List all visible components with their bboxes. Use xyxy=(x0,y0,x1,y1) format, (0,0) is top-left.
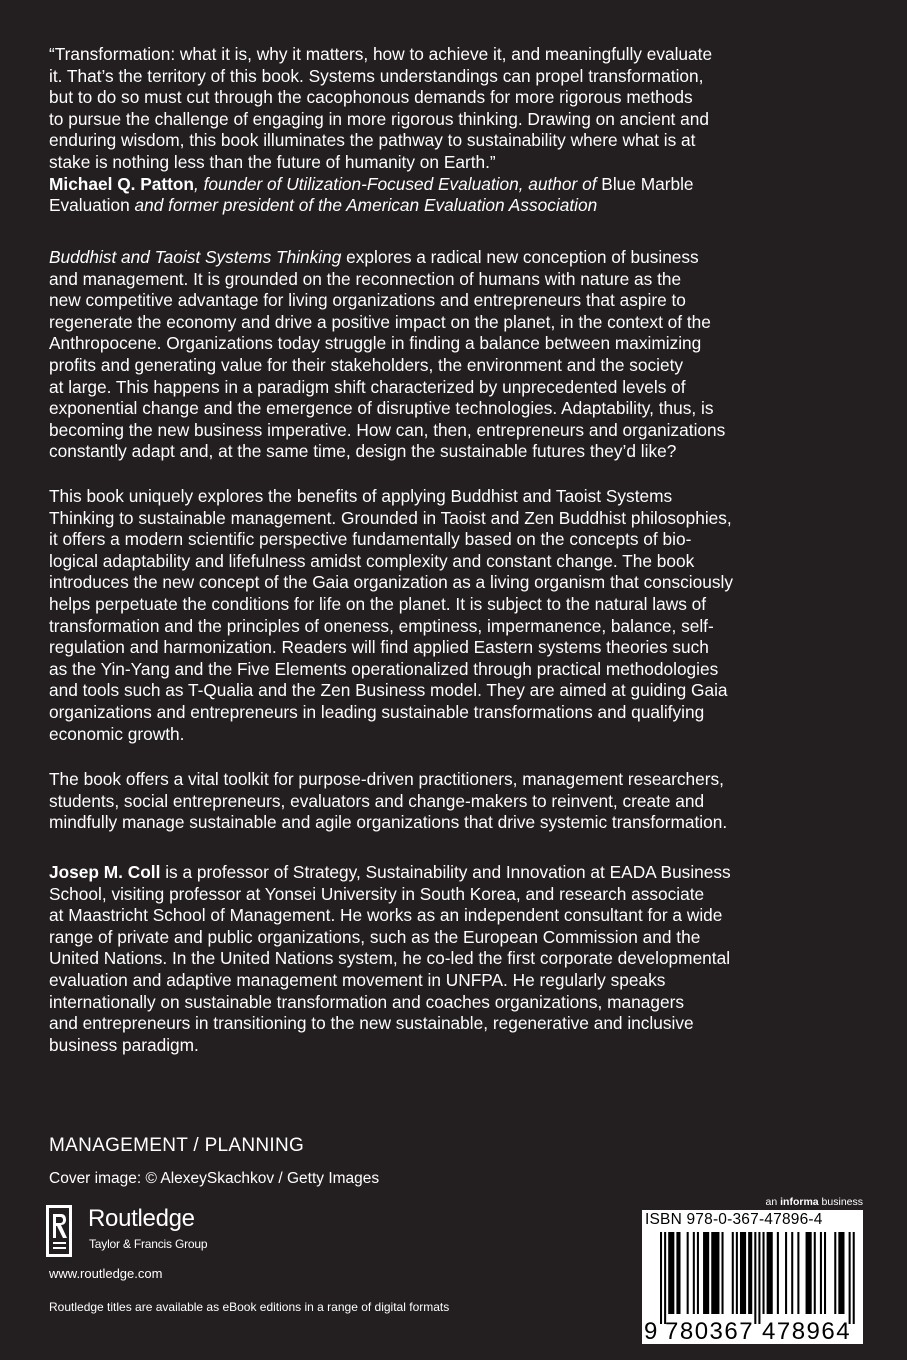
barcode-bar xyxy=(732,1232,734,1314)
toolkit-line: mindfully manage sustainable and agile organizations that drive systemic transformation. xyxy=(49,812,728,833)
benefits-line: regulation and harmonization. Readers will find applied Eastern systems theories such xyxy=(49,637,709,658)
barcode-bar xyxy=(824,1232,826,1314)
description-line xyxy=(49,247,867,269)
isbn-barcode xyxy=(642,1210,863,1344)
informa-suffix: business xyxy=(818,1196,863,1208)
barcode-bar xyxy=(703,1232,709,1314)
publisher-group: Taylor & Francis Group xyxy=(89,1237,208,1251)
subject-category: MANAGEMENT / PLANNING xyxy=(49,1135,305,1156)
informa-prefix: an xyxy=(765,1196,781,1208)
barcode-bar xyxy=(849,1232,851,1324)
benefits-line: logical adaptability and lifefulness amidst complexity and constant change. The book xyxy=(49,550,695,571)
bio-author: Josep M. Coll xyxy=(49,862,161,882)
description-line: exponential change and the emergence of disruptive technologies. Adaptability, thus, is xyxy=(49,398,714,419)
bio-line: range of private and public organizations, such as the European Commission and the xyxy=(49,926,701,947)
isbn-text: ISBN 978-0-367-47896-4 xyxy=(645,1211,823,1228)
benefits-line: and tools such as T-Qualia and the Zen Business model. They are aimed at guiding Gaia xyxy=(49,680,728,701)
praise-line: stake is nothing less than the future of humanity on Earth.” xyxy=(49,151,496,172)
barcode-bar xyxy=(838,1232,844,1314)
barcode-bar xyxy=(814,1232,816,1314)
barcode-bar xyxy=(767,1232,773,1314)
barcode-digits-left: 780367 xyxy=(665,1318,755,1344)
description-line-text: explores a radical new conception of business xyxy=(341,247,699,267)
bio-line: business paradigm. xyxy=(49,1034,199,1055)
book-title: Buddhist and Taoist Systems Thinking xyxy=(49,247,342,267)
barcode-bar xyxy=(820,1232,822,1314)
benefits-line: introduces the new concept of the Gaia organization as a living organism that consciously xyxy=(49,572,733,593)
publisher-logo xyxy=(46,1205,246,1259)
bio-line: evaluation and adaptive management movement in UNFPA. He regularly speaks xyxy=(49,969,666,990)
barcode-bar xyxy=(722,1232,724,1314)
bio-line: United Nations. In the United Nations system, he co-led the first corporate developmental xyxy=(49,948,731,969)
barcode-bar xyxy=(785,1232,787,1314)
barcode-bar xyxy=(806,1232,812,1314)
barcode-bar xyxy=(740,1232,746,1314)
barcode-bar xyxy=(791,1232,793,1314)
description-line: and management. It is grounded on the reconnection of humans with nature as the xyxy=(49,268,682,289)
barcode-bar xyxy=(754,1232,756,1324)
barcode-bar xyxy=(853,1232,855,1324)
barcode-digits-right: 478964 xyxy=(762,1318,852,1344)
bio-line xyxy=(49,862,867,884)
book-benefits xyxy=(49,486,867,745)
bio-line: School, visiting professor at Yonsei University in South Korea, and research associate xyxy=(49,883,705,904)
benefits-line: helps perpetuate the conditions for life on the planet. It is subject to the natural laws of xyxy=(49,593,707,614)
barcode-bar xyxy=(664,1232,666,1324)
description-line: Anthropocene. Organizations today struggle in finding a balance between maximizing xyxy=(49,333,702,354)
description-line: new competitive advantage for living organizations and entrepreneurs that aspire to xyxy=(49,290,686,311)
book-toolkit xyxy=(49,769,867,834)
praise-role-cont: and former president of the American Evaluation Association xyxy=(129,195,598,216)
barcode-bar xyxy=(736,1232,738,1314)
praise-line: but to do so must cut through the cacophonous demands for more rigorous methods xyxy=(49,87,693,108)
book-description xyxy=(49,247,867,463)
praise-role: , founder of Utilization-Focused Evaluation, author of xyxy=(194,173,597,194)
barcode-bar xyxy=(834,1232,836,1314)
bio-line: and entrepreneurs in transitioning to the new sustainable, regenerative and inclusive xyxy=(49,1013,694,1034)
benefits-line: transformation and the principles of oneness, emptiness, impermanence, balance, self- xyxy=(49,615,714,636)
benefits-line: it offers a modern scientific perspective fundamentally based on the concepts of bio- xyxy=(49,529,692,550)
barcode-bar xyxy=(660,1232,662,1324)
barcode-bar xyxy=(748,1232,752,1314)
praise-author: Michael Q. Patton xyxy=(49,173,194,194)
praise-line: enduring wisdom, this book illuminates the pathway to sustainability where what is at xyxy=(49,130,696,151)
praise-attribution xyxy=(49,174,867,196)
publisher-website: www.routledge.com xyxy=(49,1266,163,1281)
barcode-bar xyxy=(763,1232,765,1314)
praise-attribution-cont xyxy=(49,195,867,217)
publisher-name: Routledge xyxy=(88,1205,195,1232)
toolkit-line: students, social entrepreneurs, evaluators and change-makers to reinvent, create and xyxy=(49,790,705,811)
informa-business-label xyxy=(766,1196,863,1208)
bio-line-text: is a professor of Strategy, Sustainability and Innovation at EADA Business xyxy=(160,862,731,882)
barcode-bar xyxy=(711,1232,719,1314)
praise-line: “Transformation: what it is, why it matters, how to achieve it, and meaningfully evaluate xyxy=(49,44,713,64)
description-line: profits and generating value for their stakeholders, the environment and the society xyxy=(49,354,684,375)
cover-credit: Cover image: © AlexeySkachkov / Getty Images xyxy=(49,1170,380,1187)
barcode-bar xyxy=(777,1232,779,1314)
author-bio xyxy=(49,862,867,1056)
description-line: becoming the new business imperative. How can, then, entrepreneurs and organizations xyxy=(49,419,726,440)
praise-book-title: Blue Marble xyxy=(596,173,694,194)
description-line: regenerate the economy and drive a positive impact on the planet, in the context of the xyxy=(49,311,711,332)
barcode-bar xyxy=(668,1232,674,1314)
benefits-line: economic growth. xyxy=(49,723,185,744)
description-line: at large. This happens in a paradigm shift characterized by unprecedented levels of xyxy=(49,376,686,397)
bio-line: at Maastricht School of Management. He works as an independent consultant for a wide xyxy=(49,905,723,926)
praise-quote xyxy=(49,44,867,217)
barcode-bar xyxy=(693,1232,695,1314)
benefits-line: Thinking to sustainable management. Grounded in Taoist and Zen Buddhist philosophies, xyxy=(49,507,732,528)
routledge-logo-icon xyxy=(46,1205,72,1257)
barcode-bar xyxy=(687,1232,689,1314)
benefits-line: This book uniquely explores the benefits of applying Buddhist and Taoist Systems xyxy=(49,486,673,506)
benefits-line: organizations and entrepreneurs in leading sustainable transformations and qualifying xyxy=(49,701,705,722)
barcode-bar xyxy=(676,1232,680,1314)
barcode-bar xyxy=(697,1232,699,1314)
description-line: constantly adapt and, at the same time, design the sustainable futures they’d like? xyxy=(49,441,677,462)
barcode-digit-first: 9 xyxy=(644,1318,658,1344)
barcode-bar xyxy=(758,1232,760,1324)
barcode-bars xyxy=(642,1210,863,1344)
ebook-note: Routledge titles are available as eBook editions in a range of digital formats xyxy=(49,1300,450,1314)
praise-line: to pursue the challenge of engaging in more rigorous thinking. Drawing on ancient and xyxy=(49,108,709,129)
bio-line: internationally on sustainable transformation and coaches organizations, managers xyxy=(49,991,684,1012)
barcode-bar xyxy=(797,1232,799,1314)
praise-book-title-cont: Evaluation xyxy=(49,195,130,216)
toolkit-line: The book offers a vital toolkit for purpose-driven practitioners, management researchers, xyxy=(49,769,724,789)
benefits-line: as the Yin-Yang and the Five Elements operationalized through practical methodologies xyxy=(49,658,719,679)
informa-word: informa xyxy=(780,1196,819,1208)
praise-line: it. That’s the territory of this book. Systems understandings can propel transformation, xyxy=(49,65,704,86)
